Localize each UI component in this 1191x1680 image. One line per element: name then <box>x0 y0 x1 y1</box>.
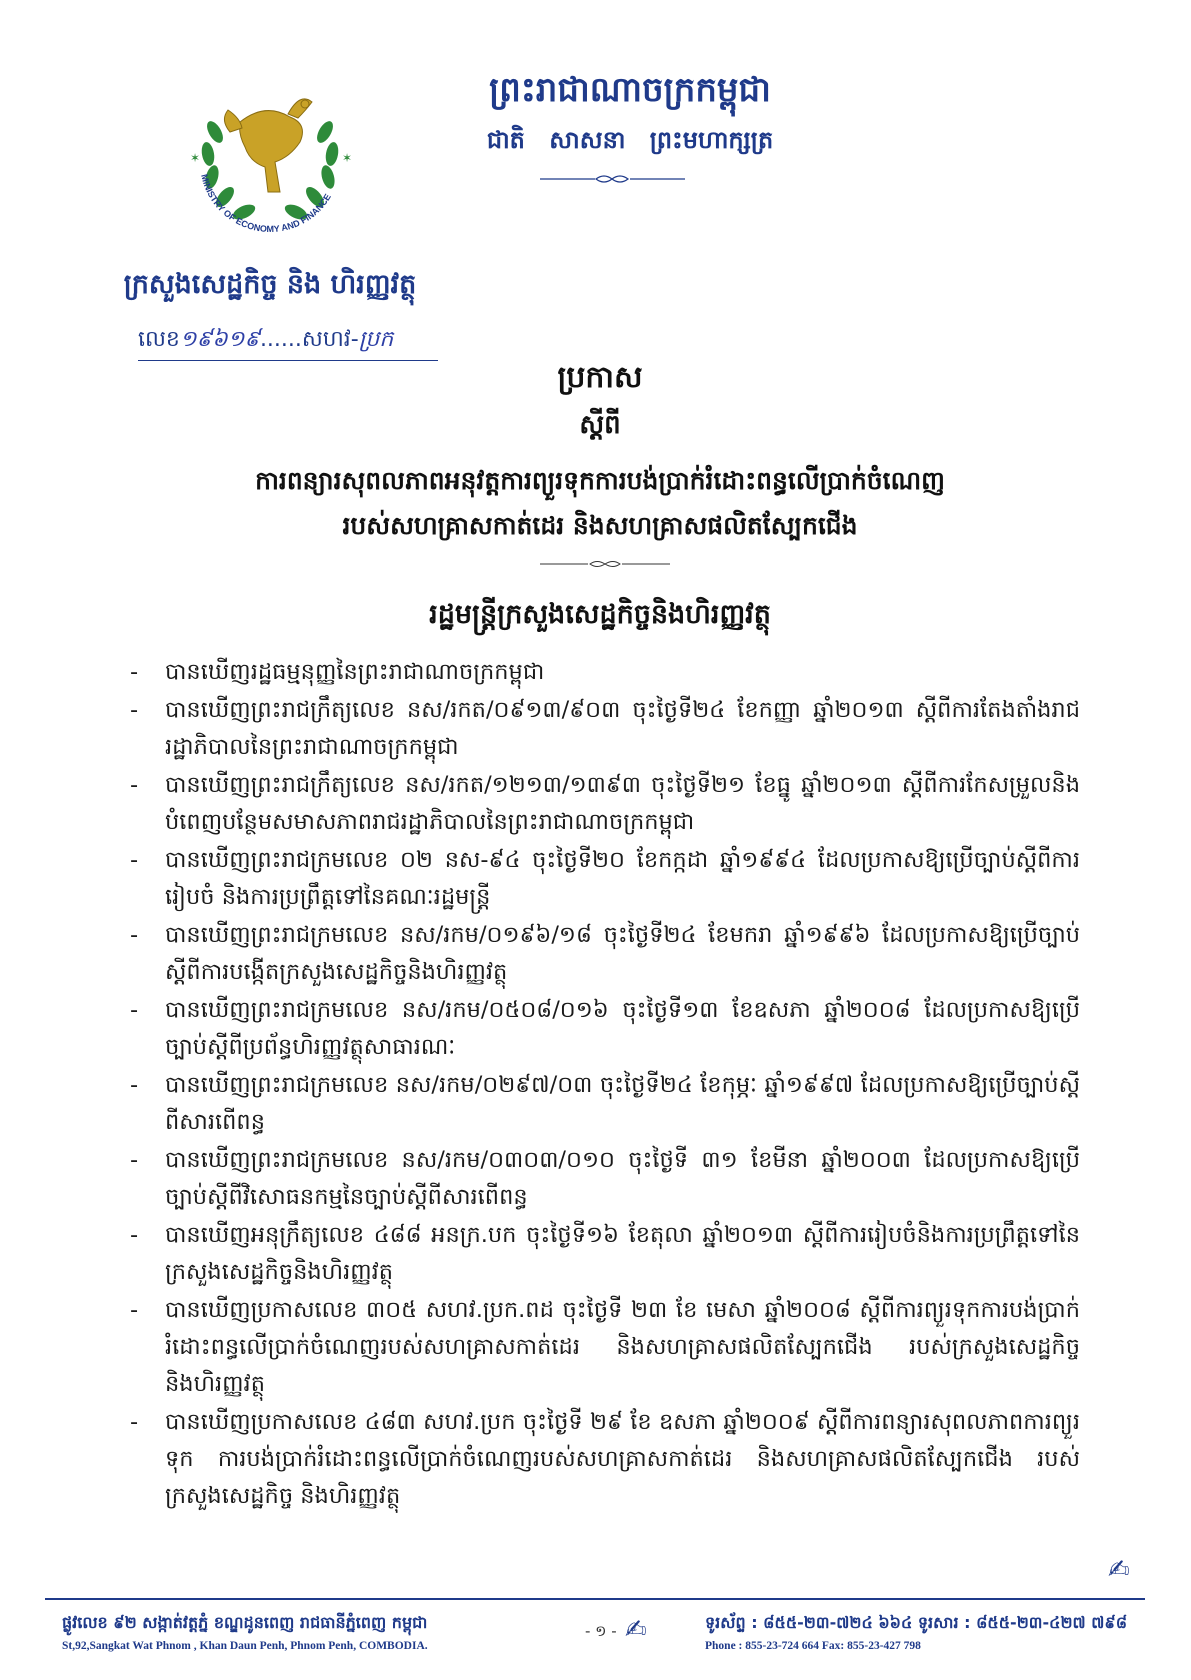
issuing-authority: រដ្ឋមន្ត្រីក្រសួងសេដ្ឋកិច្ចនិងហិរញ្ញវត្ថុ <box>429 599 771 630</box>
list-dash: - <box>130 1072 139 1098</box>
recital-text: បានឃើញព្រះរាជក្រមលេខ ០២ នស-៩៤ ចុះថ្ងៃទី២០ ខែកក្កដា ឆ្នាំ១៩៩៤ ដែលប្រកាសឱ្យប្រើច្បាប់ស្ដីពីការរៀបចំ និងការប្រព្រឹត្តទៅនៃគណៈរដ្ឋមន្ត្រី <box>165 847 1080 910</box>
subject-line-1: ការពន្យារសុពលភាពអនុវត្តការព្យួរទុកការបង់ប្រាក់រំដោះពន្ធលើប្រាក់ចំណេញ <box>255 466 945 495</box>
ornament-divider-icon <box>540 172 685 186</box>
recital-item <box>130 1292 1080 1403</box>
recital-text: បានឃើញព្រះរាជក្រឹត្យលេខ នស/រកត/១២១៣/១៣៩៣ ចុះថ្ងៃទី២១ ខែធ្នូ ឆ្នាំ២០១៣ ស្ដីពីការកែសម្រួលនិងបំពេញបន្ថែមសមាសភាពរាជរដ្ឋាភិបាលនៃព្រះរាជាណាចក្រកម្ពុជា <box>165 772 1080 835</box>
recital-item <box>130 692 1080 766</box>
svg-text:✶: ✶ <box>190 151 201 165</box>
page-initials: ✍ <box>625 1615 647 1645</box>
document-about: ស្ដីពី <box>579 410 621 440</box>
phone-en: Phone : 855-23-724 664 Fax: 855-23-427 798 <box>705 1640 921 1652</box>
footer-divider <box>45 1598 1145 1600</box>
recital-text: បានឃើញប្រកាសលេខ ៤៨៣ សហវ.ប្រក ចុះថ្ងៃទី ២៩ ខែ ឧសភា ឆ្នាំ២០០៩ ស្ដីពីការពន្យារសុពលភាពការព្យួរទុក ការបង់ប្រាក់រំដោះពន្ធលើប្រាក់ចំណេញរបស់សហគ្រាសកាត់ដេរ និងសហគ្រាសផលិតស្បែកជើង របស់ក្រសួងសេដ្ឋកិច្ច និងហិរញ្ញវត្ថុ <box>165 1409 1080 1509</box>
list-dash: - <box>130 1297 139 1323</box>
recital-text: បានឃើញរដ្ឋធម្មនុញ្ញនៃព្រះរាជាណាចក្រកម្ពុជា <box>165 659 545 685</box>
kingdom-title: ព្រះរាជាណាចក្រកម្ពុជា <box>489 70 771 110</box>
list-dash: - <box>130 922 139 948</box>
footer-address <box>62 1612 492 1652</box>
logo-ring-text: MINISTRY OF ECONOMY AND FINANCE <box>199 173 333 235</box>
recital-item <box>130 842 1080 916</box>
list-dash: - <box>130 847 139 873</box>
page-number: - ១ - <box>585 1622 617 1640</box>
list-dash: - <box>130 1409 139 1435</box>
subject-line-2: របស់សហគ្រាសកាត់ដេរ និងសហគ្រាសផលិតស្បែកជើង <box>342 511 858 540</box>
ministry-logo <box>170 62 370 262</box>
list-dash: - <box>130 1222 139 1248</box>
recital-text: បានឃើញព្រះរាជក្រមលេខ នស/រកម/០១៩៦/១៨ ចុះថ្ងៃទី២៤ ខែមករា ឆ្នាំ១៩៩៦ ដែលប្រកាសឱ្យប្រើច្បាប់ស្ដីពីការបង្កើតក្រសួងសេដ្ឋកិច្ចនិងហិរញ្ញវត្ថុ <box>165 922 1080 985</box>
ref-dots: ...... <box>259 327 302 352</box>
phone-km: ទូរស័ព្ទ : ៨៥៥-២៣-៧២៤ ៦៦៤ ទូរសារ : ៨៥៥-២៣-៤២៧ ៧៩៨ <box>705 1613 1128 1632</box>
list-dash: - <box>130 697 139 723</box>
recital-text: បានឃើញព្រះរាជក្រឹត្យលេខ នស/រកត/០៩១៣/៩០៣ ចុះថ្ងៃទី២៤ ខែកញ្ញា ឆ្នាំ២០១៣ ស្ដីពីការតែងតាំងរាជរដ្ឋាភិបាលនៃព្រះរាជាណាចក្រកម្ពុជា <box>165 697 1080 760</box>
svg-text:✶: ✶ <box>342 151 353 165</box>
ref-number: ១៩៦១៩ <box>179 327 260 352</box>
ornament-divider-small-icon <box>540 558 670 570</box>
recital-text: បានឃើញព្រះរាជក្រមលេខ នស/រកម/០៥០៨/០១៦ ចុះថ្ងៃទី១៣ ខែឧសភា ឆ្នាំ២០០៨ ដែលប្រកាសឱ្យប្រើច្បាប់ស្ដីពីប្រព័ន្ធហិរញ្ញវត្ថុសាធារណៈ <box>165 997 1080 1060</box>
margin-initials: ✍ <box>1108 1555 1130 1585</box>
ref-handwritten: ប្រក <box>358 327 394 352</box>
recital-item <box>130 1217 1080 1291</box>
national-motto: ជាតិ សាសនា ព្រះមហាក្សត្រ <box>486 126 774 154</box>
recital-item <box>130 1067 1080 1141</box>
recital-item <box>130 1142 1080 1216</box>
recital-text: បានឃើញព្រះរាជក្រមលេខ នស/រកម/០៣០៣/០១០ ចុះថ្ងៃទី ៣១ ខែមីនា ឆ្នាំ២០០៣ ដែលប្រកាសឱ្យប្រើច្បាប់ស្ដីពីវិសោធនកម្មនៃច្បាប់ស្ដីពីសារពើពន្ធ <box>165 1147 1080 1210</box>
ref-prefix: លេខ <box>138 327 180 352</box>
recital-text: បានឃើញអនុក្រឹត្យលេខ ៤៨៨ អនក្រ.បក ចុះថ្ងៃទី១៦ ខែតុលា ឆ្នាំ២០១៣ ស្ដីពីការរៀបចំនិងការប្រព្រឹត្តទៅនៃក្រសួងសេដ្ឋកិច្ចនិងហិរញ្ញវត្ថុ <box>165 1222 1080 1285</box>
ministry-name: ក្រសួងសេដ្ឋកិច្ច និង ហិរញ្ញវត្ថុ <box>123 269 417 300</box>
list-dash: - <box>130 997 139 1023</box>
list-dash: - <box>130 772 139 798</box>
document-subject <box>200 458 1000 548</box>
recital-item <box>130 917 1080 991</box>
document-type: ប្រកាស <box>557 360 643 395</box>
recital-item <box>130 1404 1080 1515</box>
address-en: St,92,Sangkat Wat Phnom , Khan Daun Penh, Phnom Penh, COMBODIA. <box>62 1640 428 1652</box>
recital-item <box>130 654 1080 691</box>
reference-number <box>138 325 438 361</box>
recital-text: បានឃើញប្រកាសលេខ ៣០៥ សហវ.ប្រក.ពដ ចុះថ្ងៃទី ២៣ ខែ មេសា ឆ្នាំ២០០៨ ស្ដីពីការព្យួរទុកការបង់ប្រាក់រំដោះពន្ធលើប្រាក់ចំណេញរបស់សហគ្រាសកាត់ដេរ និងសហគ្រាសផលិតស្បែកជើង របស់ក្រសួងសេដ្ឋកិច្ច និងហិរញ្ញវត្ថុ <box>165 1297 1080 1397</box>
footer-contact <box>705 1612 1155 1652</box>
ministry-emblem-icon <box>170 62 370 262</box>
ref-suffix: សហវ- <box>301 327 359 352</box>
recitals-list <box>130 654 1080 1516</box>
list-dash: - <box>130 659 139 685</box>
recital-text: បានឃើញព្រះរាជក្រមលេខ នស/រកម/០២៩៧/០៣ ចុះថ្ងៃទី២៤ ខែកុម្ភៈ ឆ្នាំ១៩៩៧ ដែលប្រកាសឱ្យប្រើច្បាប់ស្ដីពីសារពើពន្ធ <box>165 1072 1080 1135</box>
recital-item <box>130 767 1080 841</box>
recital-item <box>130 992 1080 1066</box>
list-dash: - <box>130 1147 139 1173</box>
address-km: ផ្លូវលេខ ៩២ សង្កាត់វត្តភ្នំ ខណ្ឌដូនពេញ រាជធានីភ្នំពេញ កម្ពុជា <box>62 1613 428 1632</box>
svg-text:MINISTRY OF ECONOMY AND FINANC <box>199 173 333 234</box>
